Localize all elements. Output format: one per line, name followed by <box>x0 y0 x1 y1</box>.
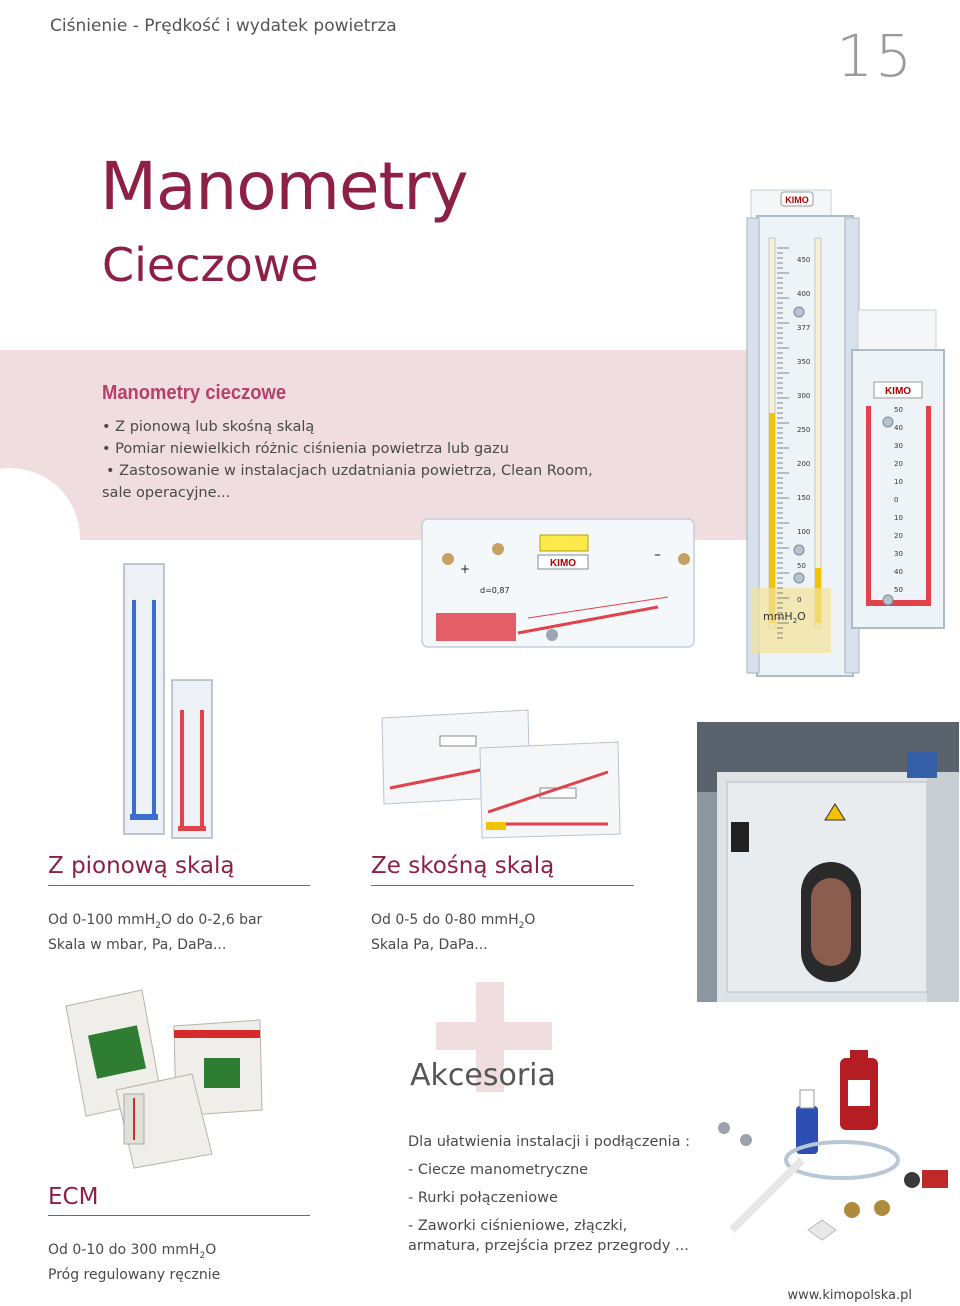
intro-bullet: • Zastosowanie w instalacjach uzdatniania powietrza, Clean Room, <box>106 463 593 479</box>
page-subtitle: Cieczowe <box>102 238 319 292</box>
scale-label: 200 <box>797 460 811 468</box>
scale-label: 20 <box>894 460 903 468</box>
accessories-item: armatura, przejścia przez przegrody ... <box>408 1238 689 1254</box>
brand-label: KIMO <box>884 386 912 397</box>
unit-label: mmH <box>763 610 793 623</box>
intro-bullet-list <box>102 416 593 504</box>
inclined-manometer-image <box>418 515 698 653</box>
accessories-title: Akcesoria <box>410 1058 556 1093</box>
accessories-intro: Dla ułatwienia instalacji i podłączenia : <box>408 1134 691 1150</box>
spec-subscript: 2 <box>199 1250 206 1261</box>
spec-text: Od 0-10 do 300 mmH <box>48 1242 200 1258</box>
brand-label: KIMO <box>785 195 809 205</box>
ecm-device-image <box>64 990 264 1170</box>
scale-label: 350 <box>797 358 811 366</box>
vertical-spec <box>48 911 262 955</box>
scale-label: 50 <box>894 586 903 594</box>
accessories-item: - Rurki połączeniowe <box>408 1190 558 1206</box>
spec-text: O do 0-2,6 bar <box>161 912 263 928</box>
inclined-manometer-pair-image <box>380 708 630 840</box>
scale-label: 0 <box>797 596 802 604</box>
minus-sign: – <box>654 547 661 563</box>
accessories-item: - Ciecze manometryczne <box>408 1162 589 1178</box>
vertical-caption-divider <box>48 885 310 886</box>
scale-label: 300 <box>797 392 811 400</box>
accessories-list <box>408 1132 690 1256</box>
scale-label: 50 <box>894 406 903 414</box>
vertical-spec-range <box>48 911 262 936</box>
unit-subscript: 2 <box>792 617 798 625</box>
ecm-spec-range <box>48 1241 220 1266</box>
scale-label: 450 <box>797 256 811 264</box>
vertical-scale-caption: Z pionową skalą <box>48 853 235 879</box>
intro-bullet: • Z pionową lub skośną skalą <box>102 419 315 435</box>
spec-text: O <box>205 1242 217 1258</box>
inclined-caption-divider <box>371 885 634 886</box>
vertical-manometer-small-image <box>848 310 948 630</box>
plus-decoration-horizontal <box>436 1022 552 1050</box>
vertical-manometer-large-image <box>745 188 865 678</box>
inclined-scale-caption: Ze skośną skalą <box>371 853 555 879</box>
plus-sign: + <box>460 562 471 576</box>
spec-subscript: 2 <box>518 920 525 931</box>
ecm-spec <box>48 1241 220 1285</box>
unit-suffix: O <box>797 610 806 623</box>
air-handling-unit-photo <box>697 722 959 1002</box>
scale-label: 100 <box>797 528 811 536</box>
scale-label: 30 <box>894 442 903 450</box>
scale-label: 377 <box>797 324 811 332</box>
scale-label: 150 <box>797 494 811 502</box>
accessories-photo <box>712 1050 956 1250</box>
vertical-manometer-pair-image <box>120 560 220 840</box>
spec-text: Od 0-5 do 0-80 mmH <box>371 912 519 928</box>
section-header: Ciśnienie - Prędkość i wydatek powietrza <box>50 16 397 36</box>
inclined-spec <box>371 911 535 955</box>
scale-label: 10 <box>894 514 903 522</box>
intro-bullet: sale operacyjne... <box>102 485 231 501</box>
inclined-spec-range <box>371 911 535 936</box>
inclined-spec-units: Skala Pa, DaPa... <box>371 936 488 953</box>
scale-label: 30 <box>894 550 903 558</box>
spec-text: O <box>524 912 536 928</box>
svg-text:mmH2O <box>763 610 806 625</box>
accessories-item: - Zaworki ciśnieniowe, złączki, <box>408 1218 628 1234</box>
ecm-caption: ECM <box>48 1184 99 1210</box>
page-number: 15 <box>836 22 914 90</box>
scale-label: 250 <box>797 426 811 434</box>
scale-label: 40 <box>894 424 903 432</box>
ecm-spec-threshold: Próg regulowany ręcznie <box>48 1266 221 1283</box>
vertical-spec-units: Skala w mbar, Pa, DaPa... <box>48 936 227 953</box>
scale-label: 20 <box>894 532 903 540</box>
ecm-caption-divider <box>48 1215 310 1216</box>
spec-subscript: 2 <box>155 920 162 931</box>
scale-label: 400 <box>797 290 811 298</box>
spec-text: Od 0-100 mmH <box>48 912 156 928</box>
scale-label: 0 <box>894 496 899 504</box>
density-label: d=0,87 <box>480 586 510 595</box>
scale-label: 40 <box>894 568 903 576</box>
footer-url[interactable]: www.kimopolska.pl <box>787 1288 912 1303</box>
scale-label: 50 <box>797 562 806 570</box>
page-title: Manometry <box>100 148 468 225</box>
brand-label: KIMO <box>549 558 577 569</box>
scale-label: 10 <box>894 478 903 486</box>
intro-heading: Manometry cieczowe <box>102 382 287 404</box>
intro-bullet: • Pomiar niewielkich różnic ciśnienia powietrza lub gazu <box>102 441 509 457</box>
